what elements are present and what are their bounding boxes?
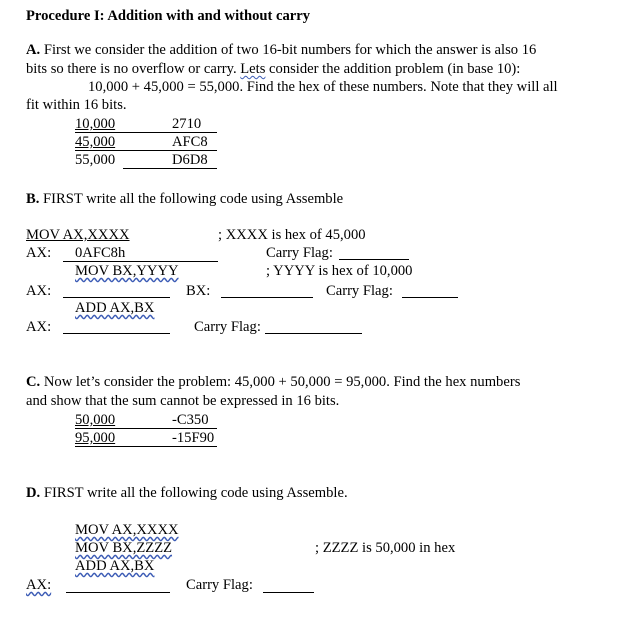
b-ax-label-1: AX: xyxy=(26,245,52,261)
section-a-text4: fit within 16 bits. xyxy=(26,97,127,113)
b-ax-label-3: AX: xyxy=(26,319,52,335)
section-b-intro-text: FIRST write all the following code using Assemble xyxy=(43,191,344,207)
section-b-letter: B. xyxy=(26,191,40,207)
section-d-intro xyxy=(26,484,348,502)
section-a-text2b: consider the addition problem (in base 10): xyxy=(265,61,521,77)
b-bx-blank[interactable] xyxy=(221,297,313,298)
table-c-dec-2: 95,000 xyxy=(75,430,116,446)
section-c-line1 xyxy=(26,373,520,391)
b-ax-value-1: 0AFC8h xyxy=(75,245,126,261)
d-mov-ax-line xyxy=(75,521,179,539)
section-d-intro-text: FIRST write all the following code using Assemble. xyxy=(43,485,348,501)
b-mov-ax-line xyxy=(26,226,130,244)
b-bx-label: BX: xyxy=(186,283,211,299)
d-ax-label-text: AX: xyxy=(26,577,52,593)
b-carry-flag-label-2: Carry Flag: xyxy=(326,283,393,299)
lets-word: Lets xyxy=(240,61,266,77)
section-b-intro xyxy=(26,190,343,208)
b-mov-ax-code: MOV AX,XXXX xyxy=(26,227,130,243)
d-mov-bx-line xyxy=(75,539,172,557)
b-carry-flag-label-3: Carry Flag: xyxy=(194,319,261,335)
d-ax-blank[interactable] xyxy=(66,592,170,593)
d-mov-ax-code: MOV AX,XXXX xyxy=(75,522,179,538)
table-c-rule-2 xyxy=(75,446,217,447)
procedure-title: Procedure I: Addition with and without carry xyxy=(26,8,311,24)
section-a-letter: A. xyxy=(26,42,41,58)
d-carry-flag-label: Carry Flag: xyxy=(186,577,253,593)
b-carry-flag-blank-1[interactable] xyxy=(339,259,409,260)
b-ax-blank-2[interactable] xyxy=(63,297,170,298)
section-c-text1: Now let’s consider the problem: 45,000 + 50,000 = 95,000. Find the hex numbers xyxy=(43,374,521,390)
table-a-rule-3 xyxy=(123,168,217,169)
d-mov-bx-code: MOV BX,ZZZZ xyxy=(75,540,173,556)
d-ax-label xyxy=(26,576,51,594)
table-c-dec-1: 50,000 xyxy=(75,412,116,428)
b-yyyy-comment: ; YYYY is hex of 10,000 xyxy=(266,263,413,279)
table-a-dec-1: 10,000 xyxy=(75,116,116,132)
table-c-hex-2: -15F90 xyxy=(172,430,215,446)
section-c-letter: C. xyxy=(26,374,41,390)
b-add-code: ADD AX,BX xyxy=(75,300,155,316)
b-add-line xyxy=(75,299,154,317)
b-carry-flag-blank-3[interactable] xyxy=(265,333,362,334)
section-a-line1 xyxy=(26,41,536,59)
table-a-dec-2: 45,000 xyxy=(75,134,116,150)
table-a-dec-3: 55,000 xyxy=(75,152,116,168)
b-mov-bx-code: MOV BX,YYYY xyxy=(75,263,179,279)
section-d-letter: D. xyxy=(26,485,41,501)
table-a-hex-2: AFC8 xyxy=(172,134,208,150)
table-a-hex-3: D6D8 xyxy=(172,152,208,168)
b-ax-blank-3[interactable] xyxy=(63,333,170,334)
d-zzzz-comment: ; ZZZZ is 50,000 in hex xyxy=(315,540,456,556)
b-carry-flag-label-1: Carry Flag: xyxy=(266,245,333,261)
section-a-line2 xyxy=(26,60,520,78)
section-a-text1: First we consider the addition of two 16-bit numbers for which the answer is also 16 xyxy=(43,42,537,58)
b-ax-label-2: AX: xyxy=(26,283,52,299)
b-xxxx-comment: ; XXXX is hex of 45,000 xyxy=(218,227,366,243)
section-a-text2a: bits so there is no overflow or carry. xyxy=(26,61,241,77)
table-c-hex-1: -C350 xyxy=(172,412,209,428)
table-a-hex-1: 2710 xyxy=(172,116,202,132)
section-c-text2: and show that the sum cannot be expressed in 16 bits. xyxy=(26,393,340,409)
b-mov-bx-line xyxy=(75,262,179,280)
d-carry-flag-blank[interactable] xyxy=(263,592,314,593)
section-a-equation: 10,000 + 45,000 = 55,000. Find the hex of these numbers. Note that they will all xyxy=(88,79,558,95)
b-carry-flag-blank-2[interactable] xyxy=(402,297,458,298)
d-add-code: ADD AX,BX xyxy=(75,558,155,574)
d-add-line xyxy=(75,557,154,575)
